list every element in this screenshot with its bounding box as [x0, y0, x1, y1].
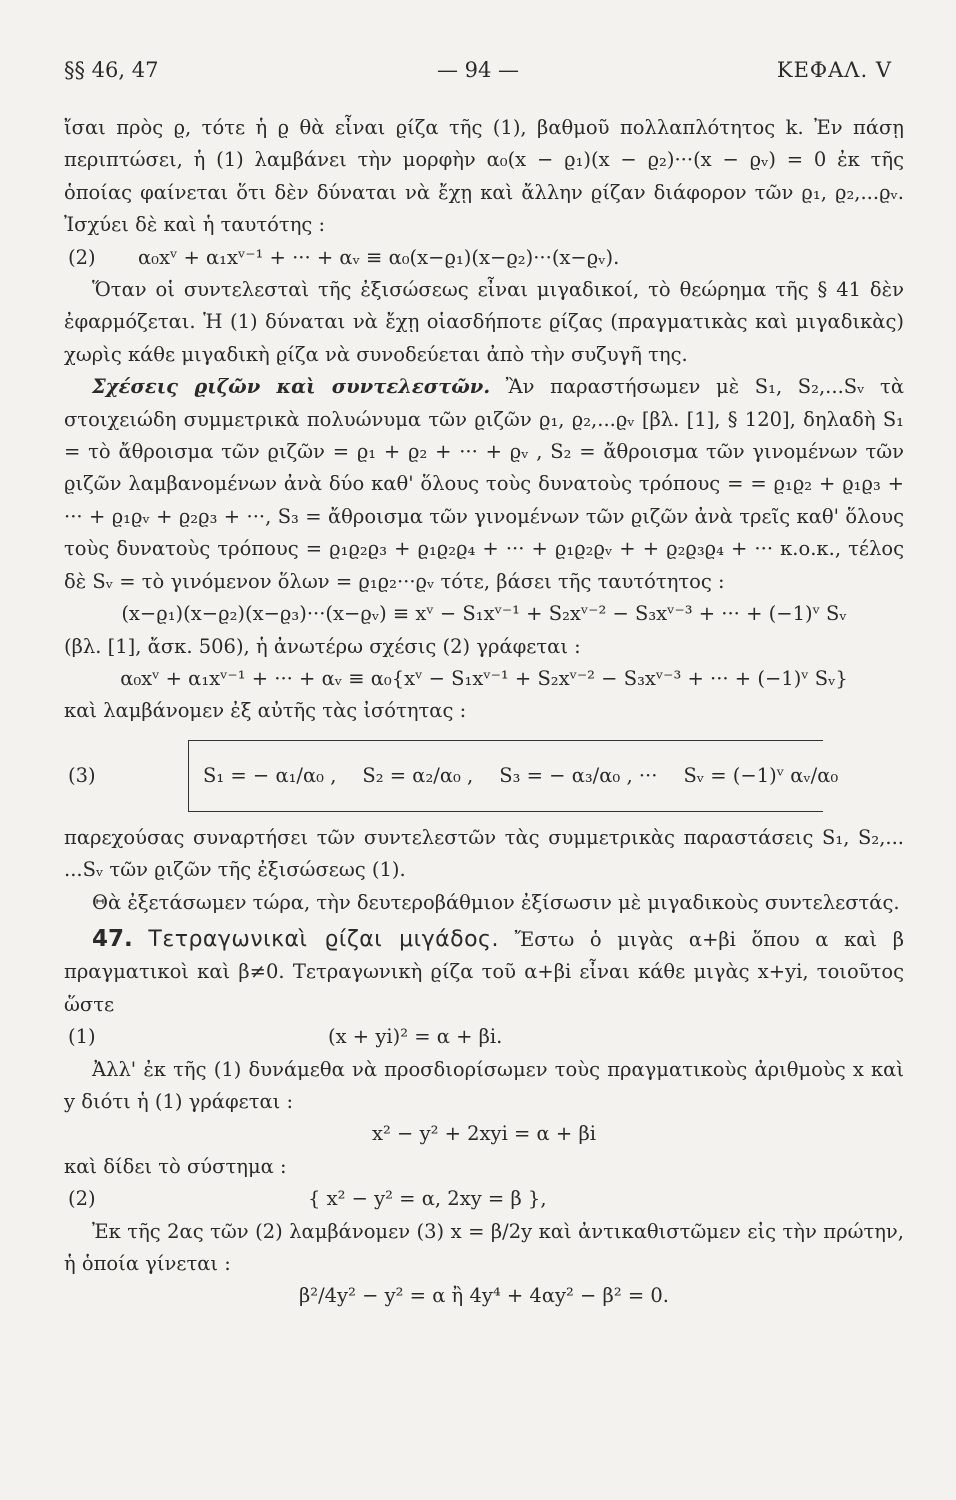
- page-body: [64, 112, 904, 1313]
- section-reference: §§ 46, 47: [64, 58, 159, 82]
- section-number: 47.: [92, 925, 133, 952]
- paragraph-text: Ἂν παραστήσωμεν μὲ S₁, S₂,...Sᵥ τὰ στοιχειώδη συμμετρικὰ πολυώνυμα τῶν ϱιζῶν ϱ₁, ϱ₂,...ϱᵥ [βλ. [1], § 120], δηλαδὴ S₁ = τὸ ἄθροισμα τῶν ϱιζῶν = ϱ₁ + ϱ₂ + ··· + ϱᵥ , S₂ = ἄθροισμα τῶν γινομένων τῶν ϱιζῶν λαμβανομένων ἀνὰ δύο καθ' ὅλους τοὺς δυνατοὺς τρόπους = = ϱ₁ϱ₂ + ϱ₁ϱ₃ + ··· + ϱ₁ϱᵥ + ϱ₂ϱ₃ + ···, S₃ = ἄθροισμα τῶν γινομένων τῶν ϱιζῶν ἀνὰ τρεῖς καθ' ὅλους τοὺς δυνατοὺς τρόπους = ϱ₁ϱ₂ϱ₃ + ϱ₁ϱ₂ϱ₄ + ··· + ϱ₁ϱ₂ϱᵥ + + ϱ₂ϱ₃ϱ₄ + ··· κ.ο.κ., τέλος δὲ Sᵥ = τὸ γινόμενον ὅλων = ϱ₁ϱ₂···ϱᵥ τότε, βάσει τῆς ταυτότητος :: [64, 375, 904, 593]
- equation-biquadratic: β²/4y² − y² = α ἢ 4y⁴ + 4αy² − β² = 0.: [298, 1284, 669, 1308]
- paragraph-system-intro: καὶ δίδει τὸ σύστημα :: [64, 1154, 287, 1178]
- equation-rewritten: α₀xᵛ + α₁xᵛ⁻¹ + ··· + αᵥ ≡ α₀{xᵛ − S₁xᵛ⁻¹ + S₂xᵛ⁻² − S₃xᵛ⁻³ + ··· + (−1)ᵛ Sᵥ}: [120, 666, 848, 690]
- paragraph-determine-xy: Ἀλλ' ἐκ τῆς (1) δυνάμεθα νὰ προσδιορίσωμεν τοὺς πραγματικοὺς ἀριθμοὺς x καὶ y διότι ἡ (1) γράφεται :: [64, 1057, 904, 1113]
- formula-box: [188, 740, 839, 812]
- formula-s3: S₃ = − α₃/α₀ , ···: [499, 763, 658, 787]
- equation-body: α₀xᵛ + α₁xᵛ⁻¹ + ··· + αᵥ ≡ α₀(x−ϱ₁)(x−ϱ₂)···(x−ϱᵥ).: [138, 245, 620, 269]
- equation-body: (x + yi)² = α + βi.: [328, 1025, 503, 1049]
- paragraph-complex-coefficients: Ὅταν οἱ συντελεσταὶ τῆς ἐξισώσεως εἶναι μιγαδικοί, τὸ θεώρημα τῆς § 41 δὲν ἐφαρμόζεται. Ἡ (1) δύναται νὰ ἔχῃ οἱασδήποτε ϱίζας (πραγματικὰς καὶ μιγαδικὰς) χωρὶς κάθε μιγαδικὴ ϱίζα νὰ συνοδεύεται ἀπὸ τὴν συζυγῆ της.: [64, 278, 904, 366]
- formula-s1: S₁ = − α₁/α₀ ,: [203, 763, 337, 787]
- section-title: Τετραγωνικαὶ ϱίζαι μιγάδος.: [148, 926, 499, 952]
- page-header: [64, 58, 892, 88]
- formula-s2: S₂ = α₂/α₀ ,: [362, 763, 474, 787]
- equation-body: { x² − y² = α, 2xy = β },: [308, 1187, 547, 1211]
- paragraph-title: Σχέσεις ϱιζῶν καὶ συντελεστῶν.: [92, 375, 491, 399]
- chapter-label: ΚΕΦΑΛ. V: [776, 58, 892, 82]
- boxed-equations-3: [64, 740, 904, 812]
- paragraph-relations-roots-coefficients: [64, 371, 904, 598]
- equation-number: (2): [68, 1187, 96, 1211]
- paragraph-reference: (βλ. [1], ἄσκ. 506), ἡ ἀνωτέρω σχέσις (2) γράφεται :: [64, 634, 581, 658]
- paragraph-roots-multiplicity: ἴσαι πρὸς ϱ, τότε ἡ ϱ θὰ εἶναι ϱίζα τῆς (1), βαθμοῦ πολλαπλότητος k. Ἐν πάσῃ περιπτώσει, ἡ (1) λαμβάνει τὴν μορφὴν α₀(x − ϱ₁)(x − ϱ₂)···(x − ϱᵥ) = 0 ἐκ τῆς ὁποίας φαίνεται ὅτι δὲν δύναται νὰ ἔχῃ καὶ ἄλλην ϱίζαν διάφορον τῶν ϱ₁, ϱ₂,...ϱᵥ. Ἰσχύει δὲ καὶ ἡ ταυτότης :: [64, 116, 904, 237]
- equation-vieta-identity: (x−ϱ₁)(x−ϱ₂)(x−ϱ₃)···(x−ϱᵥ) ≡ xᵛ − S₁xᵛ⁻¹ + S₂xᵛ⁻² − S₃xᵛ⁻³ + ··· + (−1)ᵛ Sᵥ: [121, 602, 847, 626]
- formula-sv: Sᵥ = (−1)ᵛ αᵥ/α₀: [683, 763, 839, 787]
- equation-number: (2): [68, 245, 96, 269]
- paragraph-symmetric-expressions: παρεχούσας συναρτήσει τῶν συντελεστῶν τὰς συμμετρικὰς παραστάσεις S₁, S₂,... ...Sᵥ τῶν ϱιζῶν τῆς ἐξισώσεως (1).: [64, 825, 904, 882]
- paragraph-quadratic-intro: Θὰ ἐξετάσωμεν τώρα, τὴν δευτεροβάθμιον ἐξίσωσιν μὲ μιγαδικοὺς συντελεστάς.: [92, 890, 900, 914]
- equation-expanded: x² − y² + 2xyi = α + βi: [372, 1122, 596, 1146]
- section-text: Ἔστω ὁ μιγὰς α+βi ὅπου α καὶ β πραγματικοὶ καὶ β≠0. Τετραγωνικὴ ϱίζα τοῦ α+βi εἶναι κάθε μιγὰς x+yi, τοιοῦτος ὥστε: [64, 927, 904, 1016]
- page-number: — 94 —: [436, 58, 520, 82]
- equation-number: (3): [68, 763, 96, 787]
- section-47: [64, 923, 904, 1021]
- equation-square-root-1: [64, 1021, 904, 1053]
- paragraph-substitution: Ἐκ τῆς 2ας τῶν (2) λαμβάνομεν (3) x = β/2y καὶ ἀντικαθιστῶμεν εἰς τὴν πρώτην, ἡ ὁποία γίνεται :: [64, 1219, 904, 1275]
- equation-number: (1): [68, 1025, 96, 1049]
- equation-system-2: [64, 1183, 904, 1215]
- equation-identity-2: [64, 242, 904, 274]
- paragraph-equalities-intro: καὶ λαμβάνομεν ἐξ αὐτῆς τὰς ἰσότητας :: [64, 699, 467, 723]
